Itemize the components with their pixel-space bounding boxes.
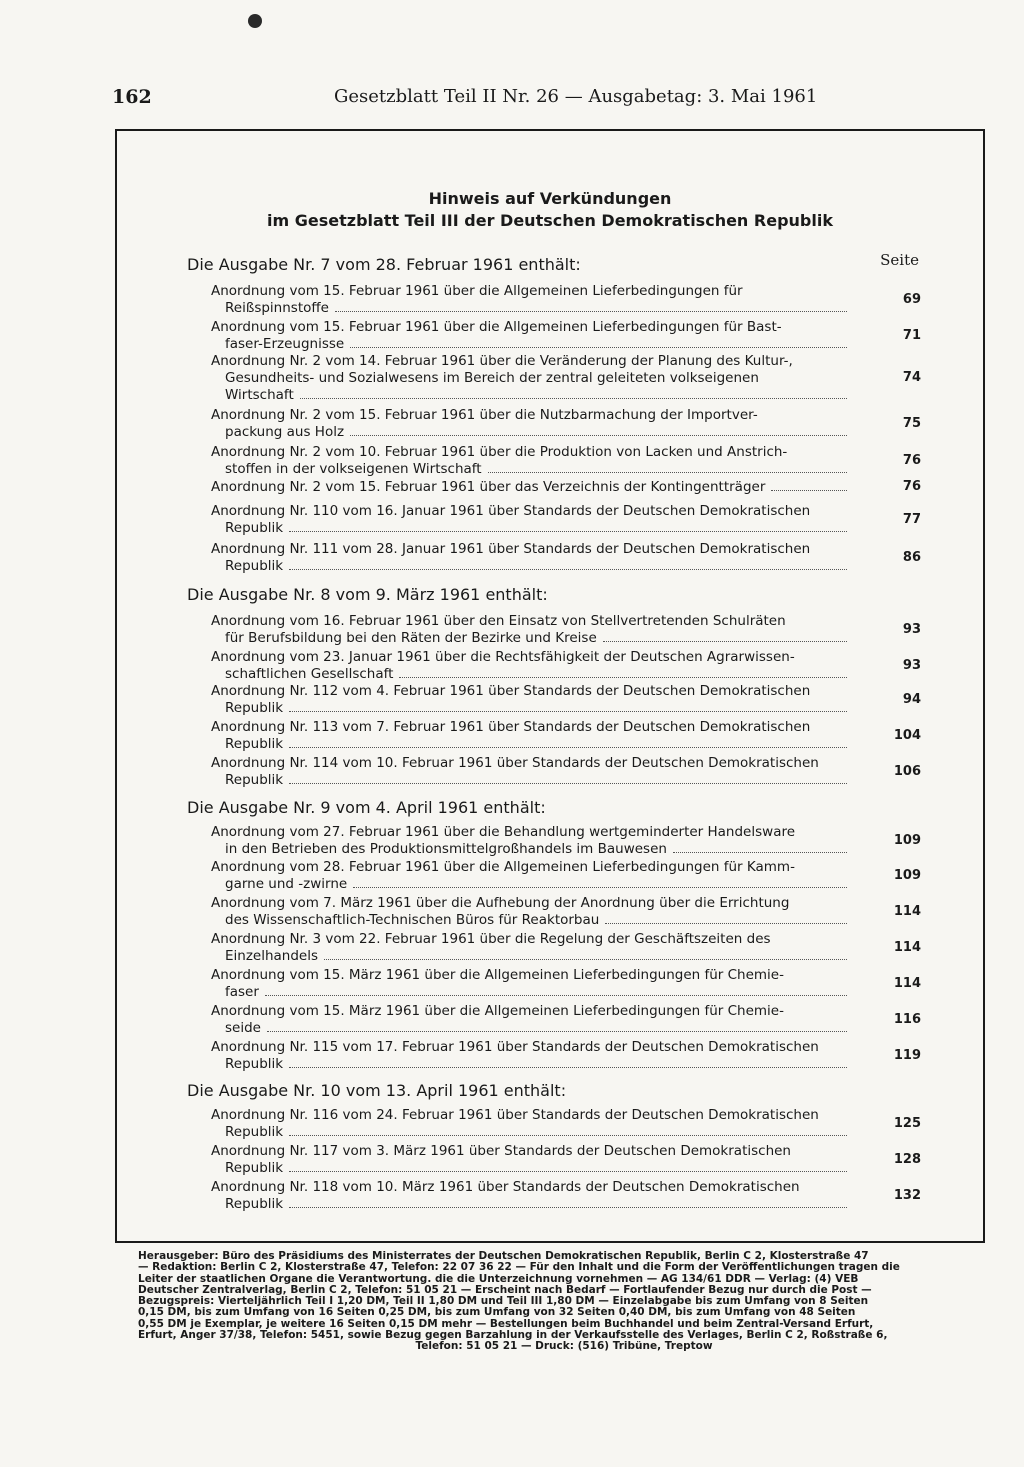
toc-entry bbox=[211, 649, 851, 683]
dot-leader bbox=[289, 1134, 847, 1136]
footer-line: Herausgeber: Büro des Präsidiums des Ministerrates der Deutschen Demokratischen Republik, Berlin C 2, Klosterstraße 47 bbox=[138, 1251, 869, 1262]
running-title: Gesetzblatt Teil II Nr. 26 — Ausgabetag: 3. Mai 1961 bbox=[334, 86, 818, 107]
seite-column-label: Seite bbox=[880, 251, 919, 269]
dot-leader bbox=[350, 434, 847, 436]
footer-line: Deutscher Zentralverlag, Berlin C 2, Telefon: 51 05 21 — Erscheint nach Bedarf — Fortlaufender Bezug nur durch die Post — bbox=[138, 1284, 872, 1296]
entry-title-line: Anordnung Nr. 111 vom 28. Januar 1961 über Standards der Deutschen Demokratischen bbox=[211, 541, 811, 557]
toc-entry bbox=[211, 824, 851, 858]
entry-title-end: Republik bbox=[225, 1160, 284, 1176]
page-reference: 75 bbox=[902, 415, 921, 431]
dot-leader bbox=[289, 710, 847, 712]
entry-title-line: Anordnung vom 15. Februar 1961 über die Allgemeinen Lieferbedingungen für Bast- bbox=[211, 319, 782, 335]
page-reference: 109 bbox=[893, 832, 921, 848]
page-reference: 86 bbox=[902, 549, 921, 565]
dot-leader bbox=[353, 886, 847, 888]
entry-title-end: Republik bbox=[225, 558, 284, 574]
entry-title-line: Anordnung vom 15. März 1961 über die Allgemeinen Lieferbedingungen für Chemie- bbox=[211, 1003, 784, 1019]
entry-title-line: Anordnung vom 15. Februar 1961 über die Allgemeinen Lieferbedingungen für bbox=[211, 283, 743, 299]
dot-leader bbox=[289, 1206, 847, 1208]
toc-entry bbox=[211, 719, 851, 753]
dot-leader bbox=[267, 1030, 847, 1032]
toc-entry bbox=[211, 1003, 851, 1037]
entry-title-end: Republik bbox=[225, 1124, 284, 1140]
toc-entry bbox=[211, 541, 851, 575]
toc-entry bbox=[211, 444, 851, 478]
toc-entry bbox=[211, 319, 851, 353]
dot-leader bbox=[350, 346, 847, 348]
imprint-footer bbox=[138, 1251, 990, 1353]
toc-entry bbox=[211, 859, 851, 893]
dot-leader bbox=[605, 922, 847, 924]
entry-title-end: Wirtschaft bbox=[225, 387, 294, 403]
toc-entry bbox=[211, 1143, 851, 1177]
page-reference: 114 bbox=[893, 939, 921, 955]
footer-line: 0,55 DM je Exemplar, je weitere 16 Seiten 0,15 DM mehr — Bestellungen beim Buchhandel und beim Zentral-Versand Erfurt, bbox=[138, 1318, 874, 1330]
entry-title-end: Republik bbox=[225, 520, 284, 536]
entry-title-end: schaftlichen Gesellschaft bbox=[225, 666, 394, 682]
page-reference: 74 bbox=[902, 370, 921, 385]
toc-entry bbox=[211, 353, 851, 404]
entry-title-end: stoffen in der volkseigenen Wirtschaft bbox=[225, 461, 482, 477]
entry-title-line: Gesundheits- und Sozialwesens im Bereich der zentral geleiteten volkseigenen bbox=[225, 370, 759, 386]
toc-entry bbox=[211, 755, 851, 789]
entry-title-line: Anordnung vom 27. Februar 1961 über die Behandlung wertgeminderter Handelsware bbox=[211, 824, 796, 840]
footer-line: 0,15 DM, bis zum Umfang von 16 Seiten 0,25 DM, bis zum Umfang von 32 Seiten 0,40 DM, bis zum Umfang von 48 Seiten bbox=[138, 1307, 856, 1319]
entry-title-end: Einzelhandels bbox=[225, 948, 319, 964]
page-number: 162 bbox=[112, 86, 152, 108]
entry-title-end: Republik bbox=[225, 1056, 284, 1072]
dot-leader bbox=[289, 1066, 847, 1068]
dot-leader bbox=[324, 958, 847, 960]
issue-title: Die Ausgabe Nr. 10 vom 13. April 1961 enthält: bbox=[187, 1081, 567, 1100]
toc-entry bbox=[211, 283, 851, 317]
notice-heading-line1: Hinweis auf Verkündungen bbox=[428, 189, 672, 208]
page-reference: 128 bbox=[893, 1151, 921, 1167]
dot-leader bbox=[289, 1170, 847, 1172]
entry-title-end: packung aus Holz bbox=[225, 424, 345, 440]
entry-title-line: Anordnung Nr. 110 vom 16. Januar 1961 über Standards der Deutschen Demokratischen bbox=[211, 503, 811, 519]
dot-leader bbox=[488, 471, 847, 473]
page-reference: 119 bbox=[893, 1047, 921, 1063]
issue-title: Die Ausgabe Nr. 8 vom 9. März 1961 enthält: bbox=[187, 585, 548, 604]
page-reference: 125 bbox=[893, 1115, 921, 1131]
page-reference: 77 bbox=[902, 511, 921, 527]
dot-leader bbox=[673, 851, 847, 853]
entry-title-end: faser bbox=[225, 984, 259, 1000]
entry-title-line: Anordnung vom 28. Februar 1961 über die Allgemeinen Lieferbedingungen für Kamm- bbox=[211, 859, 795, 875]
footer-line: Bezugspreis: Vierteljährlich Teil I 1,20 DM, Teil II 1,80 DM und Teil III 1,80 DM — Einzelabgabe bis zum Umfang von 8 Seiten bbox=[138, 1296, 869, 1308]
footer-line: Leiter der staatlichen Organe die Verantwortung. die die Unterzeichnung vornehmen — AG 134/61 DDR — Verlag: (4) VEB bbox=[138, 1273, 859, 1285]
notice-heading-line2: im Gesetzblatt Teil III der Deutschen Demokratischen Republik bbox=[267, 211, 833, 230]
entry-title-end: in den Betrieben des Produktionsmittelgroßhandels im Bauwesen bbox=[225, 841, 667, 857]
entry-title-end: seide bbox=[225, 1020, 261, 1036]
notice-box bbox=[115, 129, 985, 1243]
dot-leader bbox=[335, 310, 847, 312]
page-reference: 104 bbox=[893, 727, 921, 743]
toc-entry bbox=[211, 613, 851, 647]
entry-title-end: Reißspinnstoffe bbox=[225, 300, 329, 316]
entry-title-end: Republik bbox=[225, 1196, 284, 1212]
dot-leader bbox=[289, 568, 847, 570]
entry-title-end: Anordnung Nr. 2 vom 15. Februar 1961 über das Verzeichnis der Kontingentträger bbox=[211, 479, 766, 495]
dot-leader bbox=[300, 397, 847, 399]
entry-title-end: Republik bbox=[225, 700, 284, 716]
entry-title-line: Anordnung Nr. 2 vom 14. Februar 1961 über die Veränderung der Planung des Kultur-, bbox=[211, 353, 793, 369]
page-reference: 71 bbox=[902, 327, 921, 343]
entry-title-line: Anordnung vom 15. März 1961 über die Allgemeinen Lieferbedingungen für Chemie- bbox=[211, 967, 784, 983]
entry-title-end: des Wissenschaftlich-Technischen Büros für Reaktorbau bbox=[225, 912, 600, 928]
entry-title-line: Anordnung Nr. 117 vom 3. März 1961 über Standards der Deutschen Demokratischen bbox=[211, 1143, 791, 1159]
page-reference: 76 bbox=[902, 452, 921, 468]
dot-leader bbox=[399, 676, 847, 678]
entry-title-line: Anordnung Nr. 116 vom 24. Februar 1961 über Standards der Deutschen Demokratischen bbox=[211, 1107, 819, 1123]
page-reference: 93 bbox=[902, 657, 921, 673]
toc-entry bbox=[211, 895, 851, 929]
footer-line: — Redaktion: Berlin C 2, Klosterstraße 47, Telefon: 22 07 36 22 — Für den Inhalt und die Form der Veröffentlichungen tragen die bbox=[138, 1262, 900, 1274]
entry-title-line: Anordnung vom 16. Februar 1961 über den Einsatz von Stellvertretenden Schulräten bbox=[211, 613, 786, 629]
footer-line: Erfurt, Anger 37/38, Telefon: 5451, sowie Bezug gegen Barzahlung in der Verkaufsstelle des Verlages, Berlin C 2, Roßstraße 6, bbox=[138, 1330, 888, 1342]
entry-title-line: Anordnung Nr. 2 vom 10. Februar 1961 über die Produktion von Lacken und Anstrich- bbox=[211, 444, 788, 460]
page-reference: 106 bbox=[893, 763, 921, 779]
toc-entry bbox=[211, 1179, 851, 1213]
toc-entry bbox=[211, 1039, 851, 1073]
toc-entry bbox=[211, 503, 851, 537]
page-reference: 93 bbox=[902, 621, 921, 637]
page-reference: 114 bbox=[893, 975, 921, 991]
page-reference: 132 bbox=[893, 1187, 921, 1203]
page-reference: 94 bbox=[902, 691, 921, 707]
page-reference: 114 bbox=[893, 903, 921, 919]
entry-title-end: Republik bbox=[225, 736, 284, 752]
entry-title-line: Anordnung Nr. 3 vom 22. Februar 1961 über die Regelung der Geschäftszeiten des bbox=[211, 931, 771, 947]
entry-title-line: Anordnung vom 7. März 1961 über die Aufhebung der Anordnung über die Errichtung bbox=[211, 895, 790, 911]
footer-line: Telefon: 51 05 21 — Druck: (516) Tribüne, Treptow bbox=[415, 1341, 713, 1353]
entry-title-line: Anordnung Nr. 115 vom 17. Februar 1961 über Standards der Deutschen Demokratischen bbox=[211, 1039, 819, 1055]
entry-title-end: Republik bbox=[225, 772, 284, 788]
toc-entry bbox=[211, 931, 851, 965]
entry-title-line: Anordnung Nr. 113 vom 7. Februar 1961 über Standards der Deutschen Demokratischen bbox=[211, 719, 811, 735]
entry-title-line: Anordnung vom 23. Januar 1961 über die Rechtsfähigkeit der Deutschen Agrarwissen- bbox=[211, 649, 795, 665]
entry-title-line: Anordnung Nr. 112 vom 4. Februar 1961 über Standards der Deutschen Demokratischen bbox=[211, 683, 811, 699]
dot-leader bbox=[603, 640, 847, 642]
dot-leader bbox=[265, 994, 847, 996]
toc-entry bbox=[211, 407, 851, 441]
toc-entry bbox=[211, 967, 851, 1001]
page-reference: 69 bbox=[902, 291, 921, 307]
dot-leader bbox=[289, 746, 847, 748]
entry-title-end: garne und -zwirne bbox=[225, 876, 348, 892]
entry-title-line: Anordnung Nr. 114 vom 10. Februar 1961 über Standards der Deutschen Demokratischen bbox=[211, 755, 819, 771]
issue-title: Die Ausgabe Nr. 9 vom 4. April 1961 enthält: bbox=[187, 798, 546, 817]
toc-entry bbox=[211, 683, 851, 717]
entry-title-end: faser-Erzeugnisse bbox=[225, 336, 345, 352]
dot-leader bbox=[771, 489, 847, 491]
entry-title-line: Anordnung Nr. 118 vom 10. März 1961 über Standards der Deutschen Demokratischen bbox=[211, 1179, 800, 1195]
ink-blot bbox=[248, 14, 262, 28]
page-header bbox=[112, 86, 872, 112]
issue-title: Die Ausgabe Nr. 7 vom 28. Februar 1961 enthält: bbox=[187, 255, 581, 274]
entry-title-line: Anordnung Nr. 2 vom 15. Februar 1961 über die Nutzbarmachung der Importver- bbox=[211, 407, 758, 423]
toc-entry bbox=[211, 1107, 851, 1141]
dot-leader bbox=[289, 530, 847, 532]
entry-title-end: für Berufsbildung bei den Räten der Bezirke und Kreise bbox=[225, 630, 597, 646]
page-reference: 76 bbox=[902, 479, 921, 494]
page-reference: 109 bbox=[893, 867, 921, 883]
toc-entry bbox=[211, 479, 851, 496]
page-reference: 116 bbox=[893, 1011, 921, 1027]
dot-leader bbox=[289, 782, 847, 784]
